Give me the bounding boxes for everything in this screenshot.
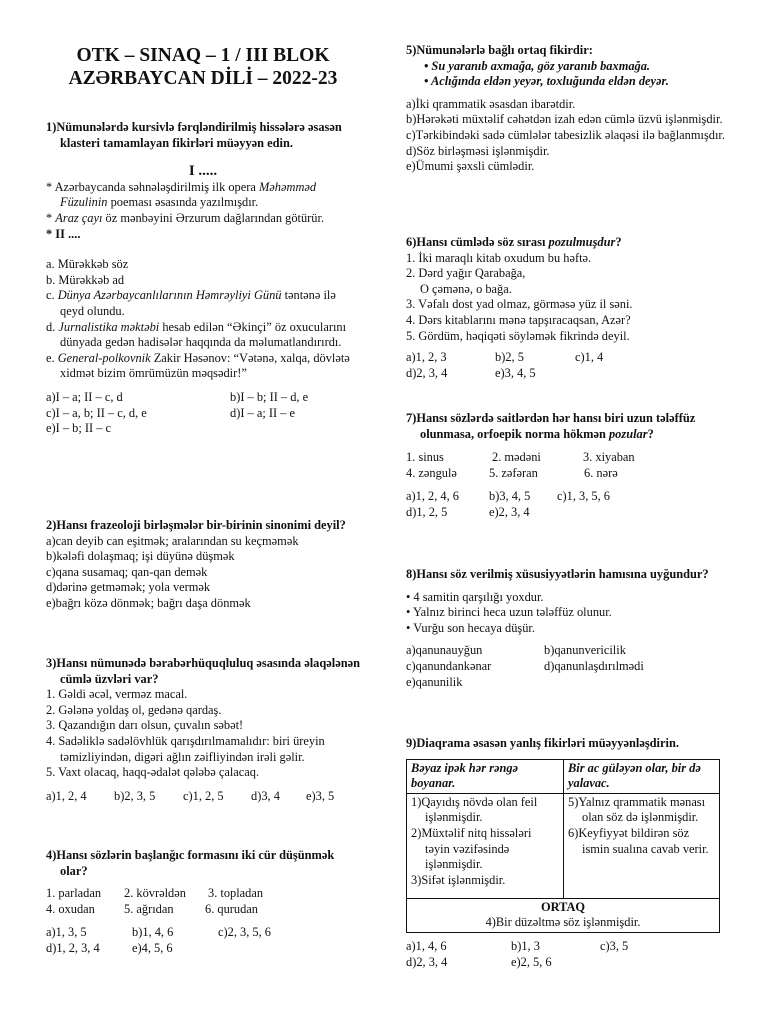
answer-d[interactable]: d)qanunlaşdırılmədi [544,658,644,673]
sentence-5: 5. Gördüm, həqiqəti söyləmək fikrində deyil. [406,328,630,343]
cluster-bullet-3: * II .... [46,226,81,241]
diagram-common [407,898,720,932]
question-6 [406,235,726,381]
word-2: 2. kövrəldən [124,886,186,901]
word-2: 2. mədəni [492,450,541,465]
answer-e[interactable]: e)2, 5, 6 [511,954,552,969]
diagram-right-body [564,793,720,898]
italic-text: Dünya Azərbaycanlılarının Həmrəyliyi Günü [57,288,282,303]
title-line-2: AZƏRBAYCAN DİLİ – 2022-23 [68,68,338,89]
sentence-3: 3. Qazandığın darı olsun, çuvalın səbət! [46,718,244,733]
answer-a[interactable]: a)qanunauyğun [406,643,483,658]
question-7 [406,411,726,521]
answer-row [46,941,360,957]
statement-1: 1)Qayıdış növdə olan feil işlənmişdir. [411,794,538,825]
question-4 [46,848,360,957]
word-5: 5. ağrıdan [124,901,174,916]
question-1 [46,120,360,437]
sentence-4: 4. Sadəliklə sadəlövhlük qarışdırılmamalıdır: biri üreyin təmizliyindən, digəri ağlın zəifliyindən irəli gəlir. [46,733,325,764]
text: poeması əsasında yazılmışdır. [107,195,259,210]
answer-row [46,789,360,805]
question-7-head [406,411,726,442]
question-9-head: 9)Diaqrama əsasən yanlış fikirləri müəyyənləşdirin. [406,736,679,750]
question-3-head: 3)Hansı nümunədə bərabərhüquqluluq əsasında əlaqələnən cümlə üzvləri var? [46,656,360,686]
question-1-head: 1)Nümunələrdə kursivlə fərqləndirilmiş hissələrə əsasən klasteri tamamlayan fikirləri müəyyən edin. [46,120,342,150]
answer-row [406,939,726,955]
answer-d[interactable]: d)Söz birləşməsi işlənmişdir. [406,143,550,158]
cluster-bullet-1 [46,180,360,211]
answer-c[interactable]: c)qana susamaq; qan-qan demək [46,564,208,579]
text: təntənə ilə qeyd olundu. [60,288,336,318]
question-6-head [406,235,726,251]
question-2-head: 2)Hansı frazeoloji birləşmələr bir-birinin sinonimi deyil? [46,518,346,532]
cluster-label: I ..... [188,163,218,180]
italic-text: Jurnalistika məktəbi [58,319,160,334]
diagram-left-body [407,793,564,898]
answer-a[interactable]: a)1, 2, 4 [46,788,87,803]
word-1: 1. parladan [46,886,102,901]
answer-row [46,406,360,422]
answer-d[interactable]: d)dərinə getməmək; yola vermək [46,580,211,595]
answer-c[interactable]: c)1, 2, 5 [183,788,224,803]
word-3: 3. topladan [208,886,264,901]
feature-1: • 4 samitin qarşılığı yoxdur. [406,589,544,604]
italic-text: Məhəmməd Füzulinin [60,179,317,210]
question-5-head: 5)Nümunələrlə bağlı ortaq fikirdir: [406,43,593,57]
option-e [46,351,360,382]
answer-a[interactable]: a)1, 4, 6 [406,938,447,953]
answer-c[interactable]: c)3, 5 [600,938,629,953]
answer-e[interactable]: e)bağrı közə dönmək; bağrı daşa dönmək [46,595,251,610]
answer-a[interactable]: a)1, 2, 3 [406,350,447,365]
answer-d[interactable]: d)I – a; II – e [230,405,296,420]
word-6: 6. qurudan [205,901,258,916]
option-d [46,320,360,351]
statement-3: 3)Sifət işlənmişdir. [411,872,506,887]
word-row [46,886,360,902]
answer-d[interactable]: d)1, 2, 5 [406,504,448,519]
proverb-2: • Aclığında eldən yeyər, toxluğunda eldən deyər. [424,74,669,89]
italic-text: pozulmuşdur [548,235,616,249]
question-8-head: 8)Hansı söz verilmiş xüsusiyyətlərin hamısına uyğundur? [406,567,709,581]
feature-2: • Yalnız birinci heca uzun tələffüz olunur. [406,605,612,620]
answer-c[interactable]: c)1, 4 [575,350,604,365]
statement-4: 4)Bir düzəltmə söz işlənmişdir. [485,915,641,930]
sentence-1: 1. İki maraqlı kitab oxudum bu həftə. [406,250,592,265]
answer-a[interactable]: a)I – a; II – c, d [46,389,123,404]
page-title [46,44,360,90]
proverb-1: • Su yaranıb axmağa, göz yaranıb baxmağa. [424,58,651,73]
italic-text: Araz çayı [55,210,103,225]
question-9 [406,736,726,970]
answer-row [406,366,726,382]
question-8 [406,567,726,690]
text: hesab edilən “Əkinçi” öz oxucularını dünyada gedən hadisələr haqqında da məlumatlandırırdı. [60,319,347,350]
answer-d[interactable]: d)1, 2, 3, 4 [46,940,100,955]
text: * [46,210,56,225]
option-b: b. Mürəkkəb ad [46,272,125,287]
answer-e[interactable]: e)qanunilik [406,674,463,689]
text: ? [615,235,622,249]
sentence-5: 5. Vaxt olacaq, haqq-ədalət qələbə çalacaq. [46,765,260,780]
question-5 [406,43,726,175]
answer-b[interactable]: b)3, 4, 5 [489,489,531,504]
word-1: 1. sinus [406,450,444,465]
answer-e[interactable]: e)4, 5, 6 [132,940,173,955]
italic-text: pozular [608,426,648,441]
word-4: 4. zəngulə [406,465,457,480]
diagram-right-head: Bir ac güləyən olar, bir də yalavac. [564,759,720,793]
sentence-4: 4. Dərs kitablarını mənə tapşıracaqsan, Azər? [406,312,631,327]
answer-b[interactable]: b)2, 3, 5 [114,788,156,803]
title-line-1: OTK – SINAQ – 1 / III BLOK [76,45,330,66]
text: 6)Hansı cümlədə söz sırası [406,235,549,249]
answer-e[interactable]: e)I – b; II – c [46,421,112,436]
option-a: a. Mürəkkəb söz [46,257,129,272]
answer-b[interactable]: b)1, 4, 6 [132,925,174,940]
answer-a[interactable]: a)1, 2, 4, 6 [406,489,459,504]
answer-row [406,955,726,971]
answer-row [406,659,726,675]
answer-row [406,505,726,521]
answer-b[interactable]: b)kələfi dolaşmaq; işi düyünə düşmək [46,549,235,564]
sentence-3: 3. Vəfalı dost yad olmaz, görməsə yüz il səni. [406,297,633,312]
answer-c[interactable]: c)1, 3, 5, 6 [557,489,610,504]
feature-3: • Vurğu son hecaya düşür. [406,620,535,635]
answer-d[interactable]: d)3, 4 [251,788,280,803]
question-4-head: 4)Hansı sözlərin başlanğıc formasını iki cür düşünmək olar? [46,848,335,878]
answer-a[interactable]: a)can deyib can eşitmək; aralarından su keçməmək [46,533,299,548]
answer-a[interactable]: a)İki qrammatik əsasdan ibarətdir. [406,96,576,111]
text: d. [46,319,59,334]
answer-a[interactable]: a)1, 3, 5 [46,925,87,940]
text: c. [46,288,58,303]
text: öz mənbəyini Ərzurum dağlarından götürür. [102,210,325,225]
answer-e[interactable]: e)2, 3, 4 [489,504,530,519]
question-2 [46,518,360,612]
diagram-left-head: Bəyaz ipək hər rəngə boyanar. [407,759,564,793]
answer-b[interactable]: b)1, 3 [511,938,540,953]
question-3 [46,656,360,804]
word-row [406,466,726,482]
word-5: 5. zəfəran [489,465,538,480]
sentence-2: 2. Dərd yağır Qarabağa, [406,266,526,281]
answer-c[interactable]: c)Tərkibindəki sadə cümlələr tabesizlik əlaqəsi ilə bağlanmışdır. [406,127,725,142]
answer-c[interactable]: c)2, 3, 5, 6 [218,925,271,940]
statement-6: 6)Keyfiyyət bildirən söz ismin sualına cavab verir. [568,825,709,856]
text: * Azərbaycanda səhnələşdirilmiş ilk opera [46,179,259,194]
statement-5: 5)Yalnız qrammatik mənası olan söz də işlənmişdir. [568,794,706,825]
answer-c[interactable]: c)I – a, b; II – c, d, e [46,405,147,420]
venn-diagram-table [406,759,720,933]
answer-e[interactable]: e)Ümumi şəxsli cümlədir. [406,159,535,174]
statement-2: 2)Müxtəlif nitq hissələri təyin vəzifəsində işlənmişdir. [411,825,532,872]
text: e. [46,350,58,365]
answer-e[interactable]: e)3, 4, 5 [495,365,536,380]
cluster-bullet-2 [46,211,360,227]
answer-b[interactable]: b)2, 5 [495,350,524,365]
answer-c[interactable]: c)qanundankənar [406,658,492,673]
answer-b[interactable]: b)I – b; II – d, e [230,389,309,404]
sentence-2-cont: O çəmənə, o bağa. [420,281,512,296]
answer-row [406,350,726,366]
word-row [406,450,726,466]
answer-row [406,489,726,505]
word-4: 4. oxudan [46,901,95,916]
option-c [46,288,360,319]
answer-e[interactable]: e)3, 5 [306,788,335,803]
word-3: 3. xiyaban [583,450,635,465]
answer-row [46,390,360,406]
italic-text: General-polkovnik [57,350,151,365]
text: 7)Hansı sözlərdə saitlərdən hər hansı biri uzun tələffüz olunmasa, orfoepik norma hökmən [406,411,696,441]
answer-d[interactable]: d)2, 3, 4 [406,365,448,380]
text: ? [647,426,654,441]
word-6: 6. nərə [584,465,618,480]
common-head: ORTAQ [540,899,586,914]
word-row [46,902,360,918]
answer-b[interactable]: b)qanunvericilik [544,643,626,658]
answer-row [406,643,726,659]
answer-d[interactable]: d)2, 3, 4 [406,954,448,969]
answer-row [46,925,360,941]
answer-b[interactable]: b)Hərəkəti müxtəlif cəhətdən izah edən cümlə üzvü işlənmişdir. [406,112,723,127]
sentence-1: 1. Gəldi əcəl, verməz macal. [46,687,188,702]
text: Zakir Həsənov: “Vətənə, xalqa, dövlətə xidmət bizim ömrümüzün məqsədir!” [60,350,350,381]
sentence-2: 2. Gələnə yoldaş ol, gedənə qardaş. [46,702,222,717]
